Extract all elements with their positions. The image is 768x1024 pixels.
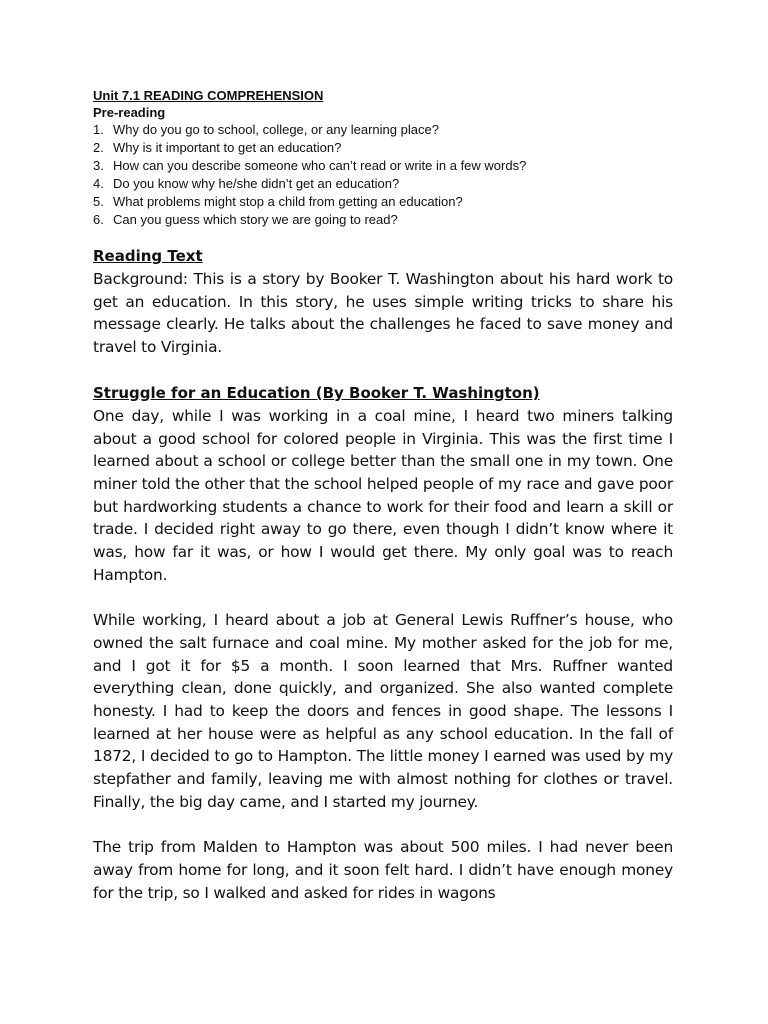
question-text: How can you describe someone who can’t read or write in a few words? xyxy=(113,158,527,173)
question-number: 4. xyxy=(93,176,104,191)
question-number: 6. xyxy=(93,212,104,227)
story-heading: Struggle for an Education (By Booker T. Washington) xyxy=(93,383,540,402)
question-number: 1. xyxy=(93,122,104,137)
question-text: Why do you go to school, college, or any learning place? xyxy=(113,122,439,137)
question-number: 5. xyxy=(93,194,104,209)
prereading-question xyxy=(93,121,673,139)
prereading-question xyxy=(93,211,673,229)
prereading-question xyxy=(93,139,673,157)
story-paragraph: While working, I heard about a job at General Lewis Ruffner’s house, who owned the salt furnace and coal mine. My mother asked for the job for me, and I got it for $5 a month. I soon learned that Mrs. Ruffner wanted everything clean, done quickly, and organized. She also wanted complete honesty. I had to keep the doors and fences in good shape. The lessons I learned at her house were as helpful as any school education. In the fall of 1872, I decided to go to Hampton. The little money I earned was used by my stepfather and family, leaving me with almost nothing for clothes or travel. Finally, the big day came, and I started my journey. xyxy=(93,611,673,811)
question-text: Can you guess which story we are going to read? xyxy=(113,212,398,227)
question-text: What problems might stop a child from getting an education? xyxy=(113,194,463,209)
question-number: 2. xyxy=(93,140,104,155)
prereading-question-list xyxy=(93,121,673,229)
prereading-question xyxy=(93,175,673,193)
prereading-question xyxy=(93,193,673,211)
question-number: 3. xyxy=(93,158,104,173)
story-paragraph: The trip from Malden to Hampton was about 500 miles. I had never been away from home for long, and it soon felt hard. I didn’t have enough money for the trip, so I walked and asked for rides in wagons xyxy=(93,838,673,902)
question-text: Why is it important to get an education? xyxy=(113,140,342,155)
document-page xyxy=(93,87,673,904)
question-text: Do you know why he/she didn’t get an education? xyxy=(113,176,400,191)
reading-text-heading: Reading Text xyxy=(93,247,203,265)
prereading-heading: Pre-reading xyxy=(93,105,166,120)
unit-title: Unit 7.1 READING COMPREHENSION xyxy=(93,88,324,103)
prereading-question xyxy=(93,157,673,175)
background-paragraph: Background: This is a story by Booker T. Washington about his hard work to get an education. In this story, he uses simple writing tricks to share his message clearly. He talks about the challenges he faced to save money and travel to Virginia. xyxy=(93,270,673,357)
story-paragraph: One day, while I was working in a coal mine, I heard two miners talking about a good school for colored people in Virginia. This was the first time I learned about a school or college better than the small one in my town. One miner told the other that the school helped people of my race and gave poor but hardworking students a chance to work for their food and learn a skill or trade. I decided right away to go there, even though I didn’t know where it was, how far it was, or how I would get there. My only goal was to reach Hampton. xyxy=(93,406,673,584)
